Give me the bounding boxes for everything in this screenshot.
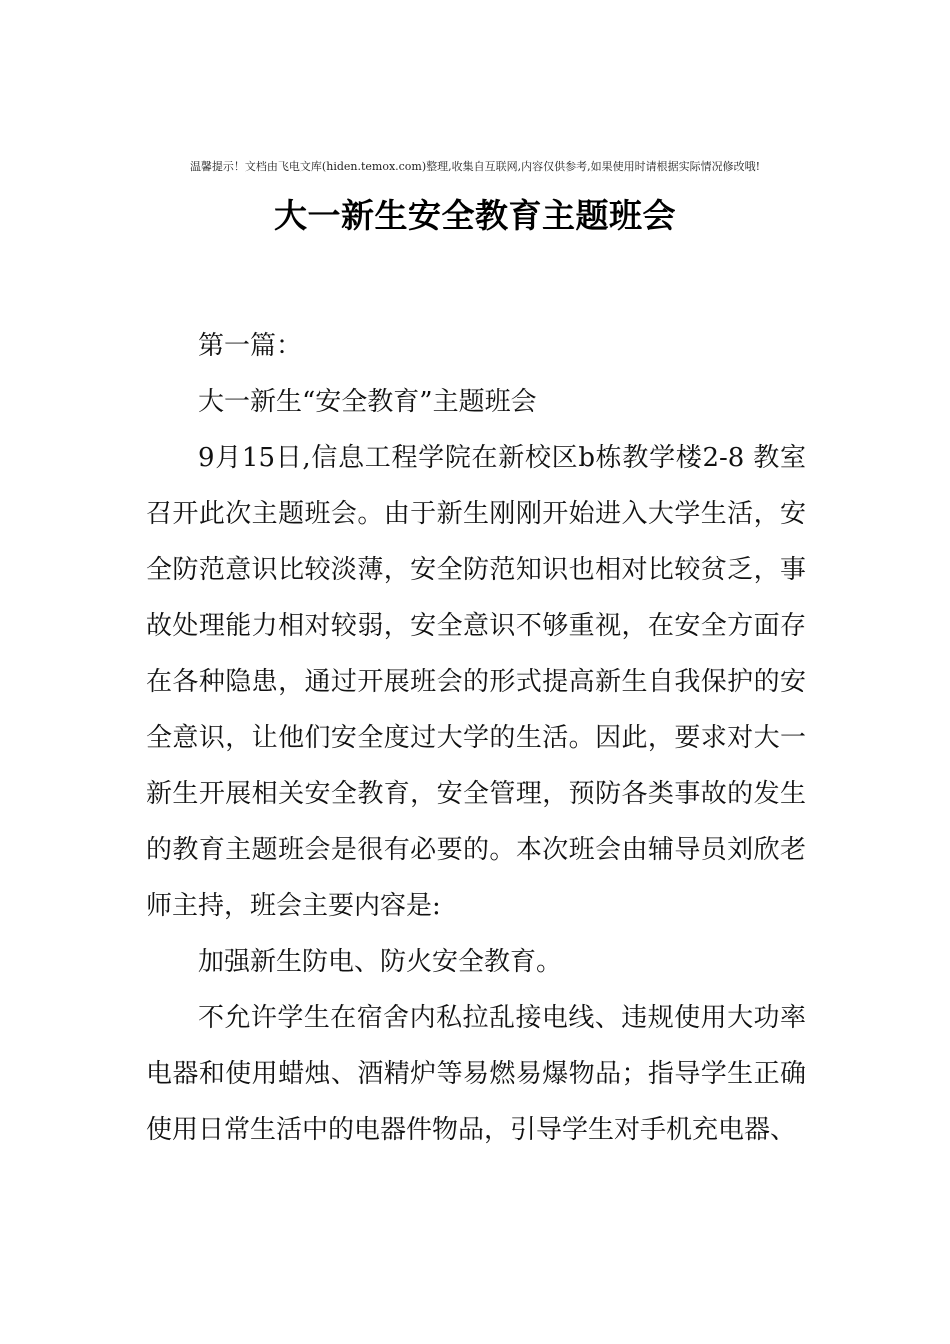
paragraph-section-heading: 第一篇： bbox=[198, 331, 303, 361]
document-body bbox=[146, 318, 806, 1158]
paragraph-intro: 9月15日,信息工程学院在新校区b栋教学楼2-8 教室召开此次主题班会。由于新生刚刚开始进入大学生活，安全防范意识比较淡薄，安全防范知识也相对比较贫乏，事故处理能力相对较弱，安全意识不够重视，在安全方面存在各种隐患，通过开展班会的形式提高新生自我保护的安全意识，让他们安全度过大学的生活。因此，要求对大一新生开展相关安全教育，安全管理，预防各类事故的发生的教育主题班会是很有必要的。本次班会由辅导员刘欣老师主持，班会主要内容是: bbox=[146, 443, 806, 921]
paragraph-point-detail: 不允许学生在宿舍内私拉乱接电线、违规使用大功率电器和使用蜡烛、酒精炉等易燃易爆物品；指导学生正确使用日常生活中的电器件物品，引导学生对手机充电器、 bbox=[146, 1003, 806, 1145]
paragraph-subtitle: 大一新生“安全教育”主题班会 bbox=[198, 387, 537, 417]
paragraph-point-heading: 加强新生防电、防火安全教育。 bbox=[198, 947, 563, 977]
document-title: 大一新生安全教育主题班会 bbox=[274, 196, 676, 235]
document-notice: 温馨提示！文档由飞电文库(hiden.temox.com)整理,收集自互联网,内容仅供参考,如果使用时请根据实际情况修改哦! bbox=[189, 160, 761, 173]
